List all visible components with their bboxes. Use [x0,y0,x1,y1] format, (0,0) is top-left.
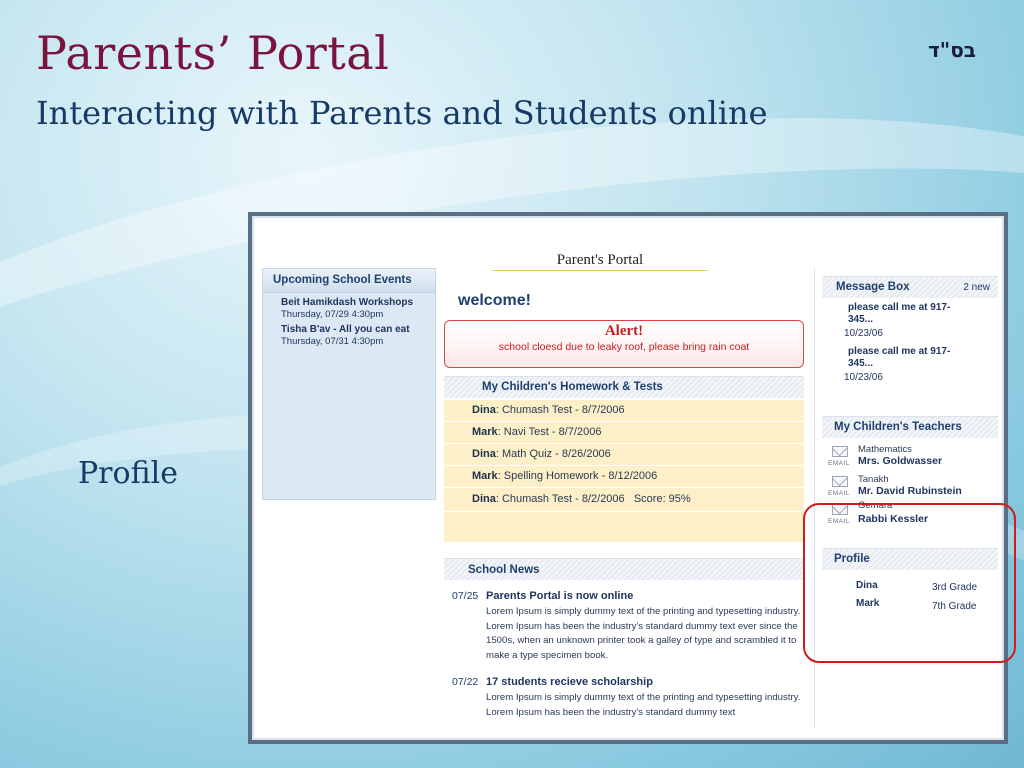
homework-row[interactable] [444,422,804,444]
homework-row[interactable] [444,466,804,488]
alert-box [444,320,804,368]
event-title[interactable]: Tisha B'av - All you can eat [281,324,410,335]
news-date: 07/25 [452,590,479,602]
event-title[interactable]: Beit Hamikdash Workshops [281,297,414,308]
message-date: 10/23/06 [844,328,883,339]
slide-title: Parents’ Portal [36,26,390,80]
child-name: Mark [472,470,498,482]
new-message-count[interactable]: 2 new [963,282,990,293]
portal-title: Parent's Portal [492,252,708,271]
message-text[interactable]: please call me at 917-345... [848,302,951,325]
welcome-heading: welcome! [458,292,531,309]
profile-child-grade: 7th Grade [932,601,977,612]
homework-text: : Math Quiz - 8/26/2006 [495,448,611,460]
envelope-icon[interactable] [832,476,848,487]
teacher-subject: Gemara [858,500,893,511]
teacher-subject: Mathematics [858,444,912,455]
homework-text: : Chumash Test - 8/7/2006 [495,404,625,416]
portal-screenshot [248,212,1008,744]
homework-text: : Navi Test - 8/7/2006 [497,426,602,438]
news-title[interactable]: Parents Portal is now online [486,590,634,602]
slide-subtitle: Interacting with Parents and Students online [36,94,768,132]
upcoming-events-panel [262,268,436,500]
event-item[interactable] [263,320,435,347]
homework-text: : Spelling Homework - 8/12/2006 [497,470,658,482]
side-label-profile: Profile [78,456,178,491]
hebrew-mark: בס"ד [928,38,976,62]
homework-row[interactable] [444,444,804,466]
homework-header: My Children's Homework & Tests [444,376,804,398]
homework-text: : Chumash Test - 8/2/2006 Score: 95% [495,493,691,505]
profile-highlight-ring [803,503,1016,663]
profile-child-name[interactable]: Mark [856,598,880,609]
school-news-header: School News [444,558,804,580]
teacher-item [828,444,998,474]
message-box-title: Message Box [836,281,910,293]
teacher-name: Rabbi Kessler [858,513,929,525]
email-label[interactable]: EMAIL [828,518,851,525]
message-date: 10/23/06 [844,372,883,383]
message-text[interactable]: please call me at 917-345... [848,346,951,369]
teacher-subject: Tanakh [858,474,889,485]
child-name: Dina [472,404,496,416]
news-date: 07/22 [452,676,479,688]
teachers-header: My Children's Teachers [822,416,998,438]
alert-title: Alert! [604,323,644,339]
homework-list [444,400,804,542]
news-body: Lorem Ipsum is simply dummy text of the printing and typesetting industry. Lorem Ipsum has been the industry's standard dummy text [486,692,801,718]
homework-row[interactable] [444,400,804,422]
news-body: Lorem Ipsum is simply dummy text of the printing and typesetting industry. Lorem Ipsum has been the industry's standard dummy text ever since the 1500s, when an unknown printer took a galley of type and scrambled it to make a type specimen book. [486,606,801,661]
profile-header: Profile [822,548,998,570]
teacher-name: Mr. David Rubinstein [858,485,962,497]
alert-message: school cloesd due to leaky roof, please bring rain coat [498,341,750,353]
email-label[interactable]: EMAIL [828,460,851,467]
message-item[interactable] [844,302,958,339]
child-name: Mark [472,426,498,438]
event-date: Thursday, 07/31 4:30pm [281,336,384,347]
email-label[interactable]: EMAIL [828,490,851,497]
teacher-item [828,474,998,504]
profile-child-name[interactable]: Dina [856,580,878,591]
child-name: Dina [472,448,496,460]
profile-child-grade: 3rd Grade [932,582,978,593]
event-item[interactable] [263,293,435,320]
message-item[interactable] [844,346,958,383]
envelope-icon[interactable] [832,446,848,457]
homework-row[interactable] [444,488,804,512]
events-header: Upcoming School Events [263,269,435,293]
news-title[interactable]: 17 students recieve scholarship [486,676,653,688]
event-date: Thursday, 07/29 4:30pm [281,309,384,320]
message-box-header [822,276,998,298]
teacher-name: Mrs. Goldwasser [858,455,943,467]
child-name: Dina [472,493,496,505]
